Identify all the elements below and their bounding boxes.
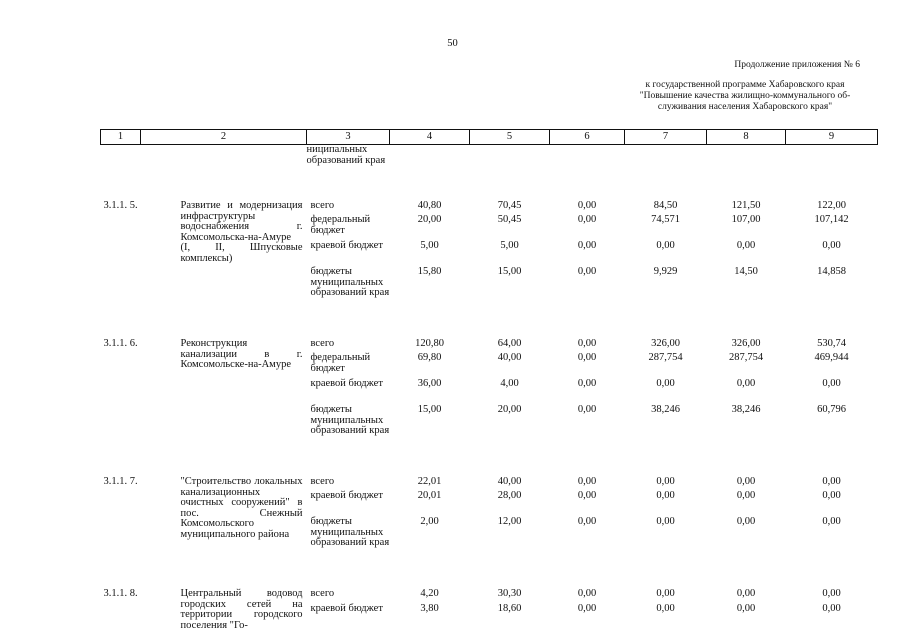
amount-cell: 0,00 [577,404,597,415]
amount-cell: 20,00 [497,404,522,415]
continuation-row [101,145,878,178]
measure-name: "Строительство локальных канализационных очистных сооружений" в пос. Снежный Комсомольского муниципального района [180,476,303,540]
amount-cell: 287,754 [728,352,764,363]
funding-source: краевой бюджет [310,490,383,501]
amount-cell: 0,00 [577,214,597,225]
funding-source: бюджеты муниципальных образований края [310,266,390,298]
amount-cell: 5,00 [420,240,439,251]
amount-cell: 0,00 [736,378,756,389]
column-header: 3 [307,130,390,145]
amount-cell: 15,00 [497,266,522,277]
amount-cell: 0,00 [577,352,597,363]
amount-cell: 0,00 [577,490,597,501]
program-title-line-1: "Повышение качества жилищно-коммунального об- [639,91,851,101]
amount-cell: 121,50 [731,200,761,211]
measure-name: Развитие и модернизация инфраструктуры водоснабжения г. Комсомольска-на-Амуре (I, II, Шпусковые комплексы) [180,200,303,264]
amount-cell: 287,754 [648,352,683,363]
table-row [101,589,878,604]
funding-source: всего [310,200,335,211]
amount-cell: 0,00 [656,516,675,527]
amount-cell: 0,00 [736,476,756,487]
funding-source: федеральный бюджет [310,214,371,236]
item-number: 3.1.1. 6. [103,338,138,349]
amount-cell: 0,00 [577,602,597,614]
amount-cell: 30,30 [497,588,522,599]
amount-cell: 469,944 [814,352,849,363]
amount-cell: 0,00 [577,266,597,277]
measure-name: Центральный водовод городских сетей на территории городского поселения "Го- [180,588,303,631]
funding-source: краевой бюджет [310,602,383,614]
amount-cell: 0,00 [822,602,841,614]
amount-cell: 0,00 [822,240,841,251]
amount-cell: 0,00 [822,378,841,389]
amount-cell: 530,74 [817,338,846,349]
amount-cell: 14,50 [734,266,758,277]
amount-cell: 0,00 [656,240,675,251]
amount-cell: 0,00 [577,516,597,527]
amount-cell: 84,50 [653,200,678,211]
column-header: 7 [625,130,707,145]
amount-cell: 22,01 [417,476,442,487]
amount-cell: 122,00 [817,200,846,211]
amount-cell: 0,00 [822,476,841,487]
amount-cell: 36,00 [417,378,442,389]
amount-cell: 0,00 [736,240,756,251]
group-spacer [101,565,878,589]
amount-cell: 0,00 [736,602,756,614]
amount-cell: 18,60 [497,602,522,614]
amount-cell: 20,01 [417,490,442,501]
amount-cell: 69,80 [417,352,442,363]
group-spacer [101,315,878,339]
amount-cell: 326,00 [651,338,680,349]
funding-table [100,129,878,631]
amount-cell: 38,246 [651,404,680,415]
amount-cell: 14,858 [817,266,846,277]
amount-cell: 64,00 [497,338,522,349]
amount-cell: 2,00 [420,516,439,527]
funding-source: федеральный бюджет [310,352,371,374]
item-number: 3.1.1. 5. [103,200,138,211]
measure-name: Реконструкция канализации в г. Комсомольске-на-Амуре [180,338,303,370]
amount-cell: 15,00 [417,404,442,415]
item-number: 3.1.1. 7. [103,476,138,487]
amount-cell: 0,00 [577,338,597,349]
amount-cell: 70,45 [497,200,522,211]
column-header: 9 [786,130,878,145]
funding-source: краевой бюджет [310,240,383,251]
amount-cell: 40,00 [497,352,522,363]
funding-source: бюджеты муниципальных образований края [310,516,390,548]
amount-cell: 4,00 [500,378,519,389]
amount-cell: 9,929 [653,266,678,277]
amount-cell: 15,80 [417,266,442,277]
table-row [101,339,878,353]
table-row [101,477,878,491]
amount-cell: 0,00 [736,516,756,527]
amount-cell: 0,00 [577,476,597,487]
column-header: 5 [470,130,550,145]
amount-cell: 107,142 [814,214,849,225]
amount-cell: 4,20 [420,588,439,599]
amount-cell: 0,00 [577,588,597,599]
program-title-line-2: служивания населения Хабаровского края" [657,102,833,112]
column-header: 8 [707,130,786,145]
amount-cell: 3,80 [420,602,439,614]
amount-cell: 0,00 [577,240,597,251]
amount-cell: 12,00 [497,516,522,527]
amount-cell: 40,80 [417,200,442,211]
amount-cell: 0,00 [822,490,841,501]
funding-source: всего [310,588,335,599]
amount-cell: 326,00 [731,338,761,349]
item-number: 3.1.1. 8. [103,588,138,599]
amount-cell: 0,00 [656,588,675,599]
amount-cell: 0,00 [822,588,841,599]
amount-cell: 50,45 [497,214,522,225]
column-header: 2 [141,130,307,145]
amount-cell: 20,00 [417,214,442,225]
column-number-header [101,130,878,145]
funding-source: краевой бюджет [310,378,383,389]
amount-cell: 28,00 [497,490,522,501]
column-header: 4 [390,130,470,145]
group-spacer [101,177,878,201]
continuation-source: ниципальных образований края [306,144,386,166]
group-spacer [101,453,878,477]
amount-cell: 0,00 [736,490,756,501]
amount-cell: 0,00 [736,588,756,599]
amount-cell: 38,246 [731,404,761,415]
amount-cell: 0,00 [656,490,675,501]
column-header: 6 [550,130,625,145]
appendix-continuation-label: Продолжение приложения № 6 [734,60,860,70]
column-header: 1 [101,130,141,145]
amount-cell: 0,00 [822,516,841,527]
table-row [101,201,878,215]
amount-cell: 74,571 [651,214,680,225]
amount-cell: 40,00 [497,476,522,487]
amount-cell: 107,00 [731,214,761,225]
amount-cell: 5,00 [500,240,519,251]
amount-cell: 60,796 [817,404,846,415]
amount-cell: 120,80 [415,338,444,349]
program-reference-line: к государственной программе Хабаровского края [645,80,845,90]
funding-source: всего [310,338,335,349]
funding-source: всего [310,476,335,487]
amount-cell: 0,00 [656,602,675,614]
table-body [101,145,878,632]
amount-cell: 0,00 [656,378,675,389]
amount-cell: 0,00 [656,476,675,487]
amount-cell: 0,00 [577,378,597,389]
page-number: 50 [447,38,458,49]
funding-source: бюджеты муниципальных образований края [310,404,390,436]
amount-cell: 0,00 [577,200,597,211]
